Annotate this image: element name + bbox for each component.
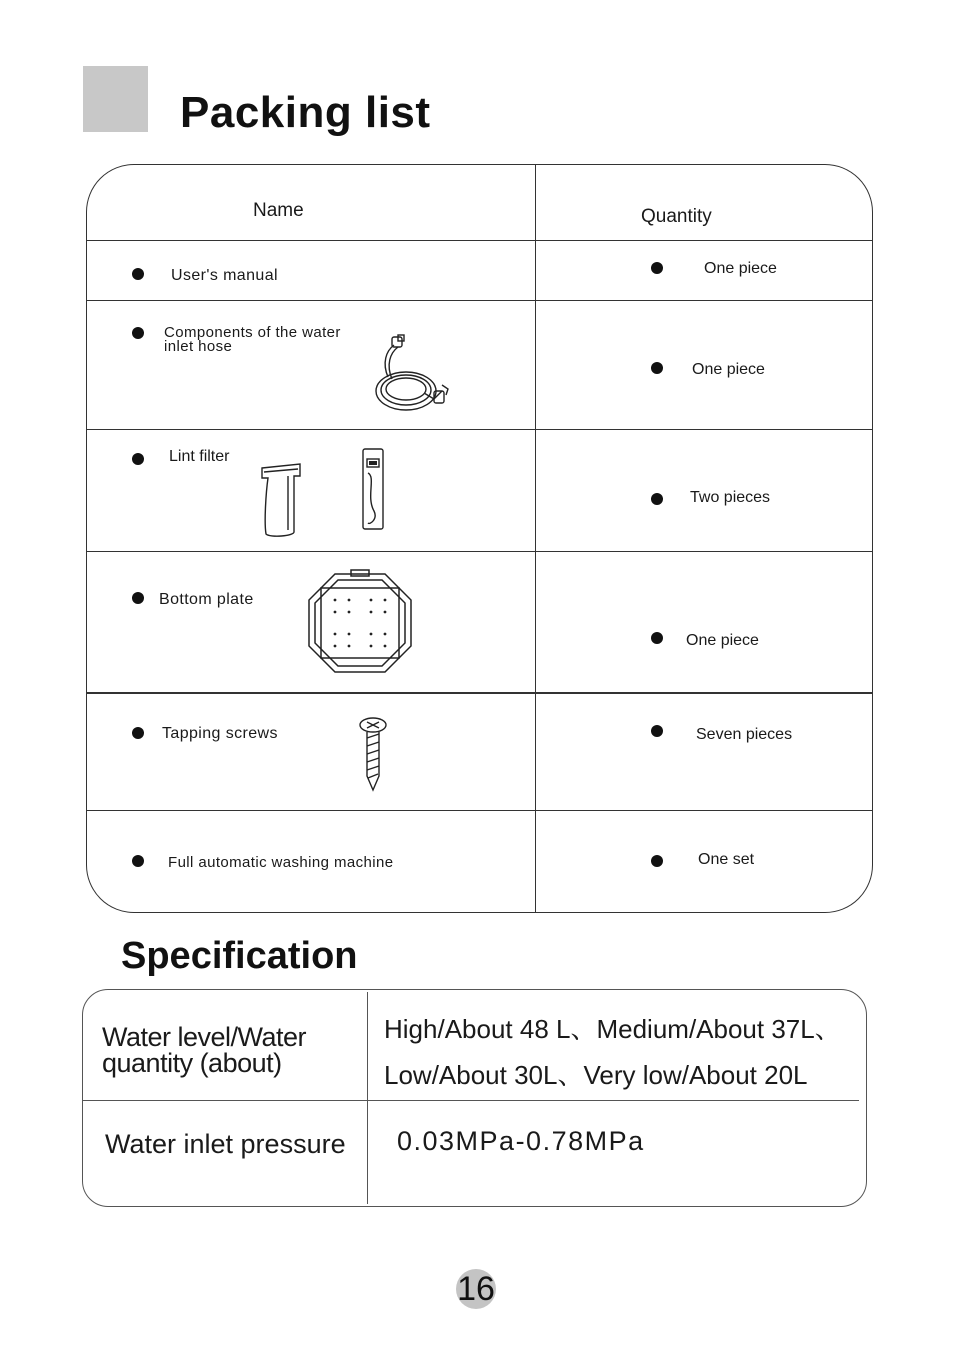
row-divider [87,240,872,241]
item-quantity: One set [698,851,755,868]
spec-label-line: Water level/Water [102,1022,307,1052]
section-title: Specification [121,935,358,977]
bullet [132,727,144,739]
item-quantity: One piece [686,632,759,649]
item-name [164,326,341,354]
item-quantity: Two pieces [690,489,771,506]
spec-label-line: quantity (about) [102,1048,282,1078]
header-name: Name [253,200,304,221]
row-divider [87,810,872,811]
bullet [651,855,663,867]
row-divider [87,692,872,694]
bullet [651,362,663,374]
item-name: Bottom plate [159,591,254,608]
bullet [651,493,663,505]
item-quantity: Seven pieces [696,726,793,743]
spec-value: 0.03MPa-0.78MPa [397,1126,645,1156]
column-divider [367,992,368,1204]
bullet [651,262,663,274]
header-quantity: Quantity [641,206,712,227]
bullet [132,327,144,339]
spec-label [102,1024,306,1076]
item-quantity: One piece [692,361,765,378]
spec-value: High/About 48 L、Medium/About 37L、 [384,1014,841,1044]
section-marker [83,66,148,132]
tapping-screw-icon [357,716,389,792]
spec-value: Low/About 30L、Very low/About 20L [384,1060,808,1090]
item-name-line: Components of the water [164,324,341,341]
item-name-line: inlet hose [164,338,233,355]
row-divider [87,551,872,552]
row-divider [87,429,872,430]
bullet [132,855,144,867]
item-name: Lint filter [169,448,230,465]
column-divider [535,165,536,912]
page-number: 16 [457,1270,495,1308]
item-name: User's manual [171,267,278,284]
item-name: Tapping screws [162,725,278,742]
item-name: Full automatic washing machine [168,854,394,871]
row-divider [83,1100,859,1101]
bullet [132,268,144,280]
row-divider [87,300,872,301]
bullet [132,592,144,604]
item-quantity: One piece [704,260,777,277]
bullet [651,725,663,737]
spec-label: Water inlet pressure [105,1129,346,1159]
water-inlet-hose-icon [372,333,452,415]
bullet [651,632,663,644]
page-title: Packing list [180,88,431,137]
bottom-plate-icon [305,570,415,676]
lint-filter-front-icon [360,447,386,531]
lint-filter-icon [260,462,304,538]
bullet [132,453,144,465]
